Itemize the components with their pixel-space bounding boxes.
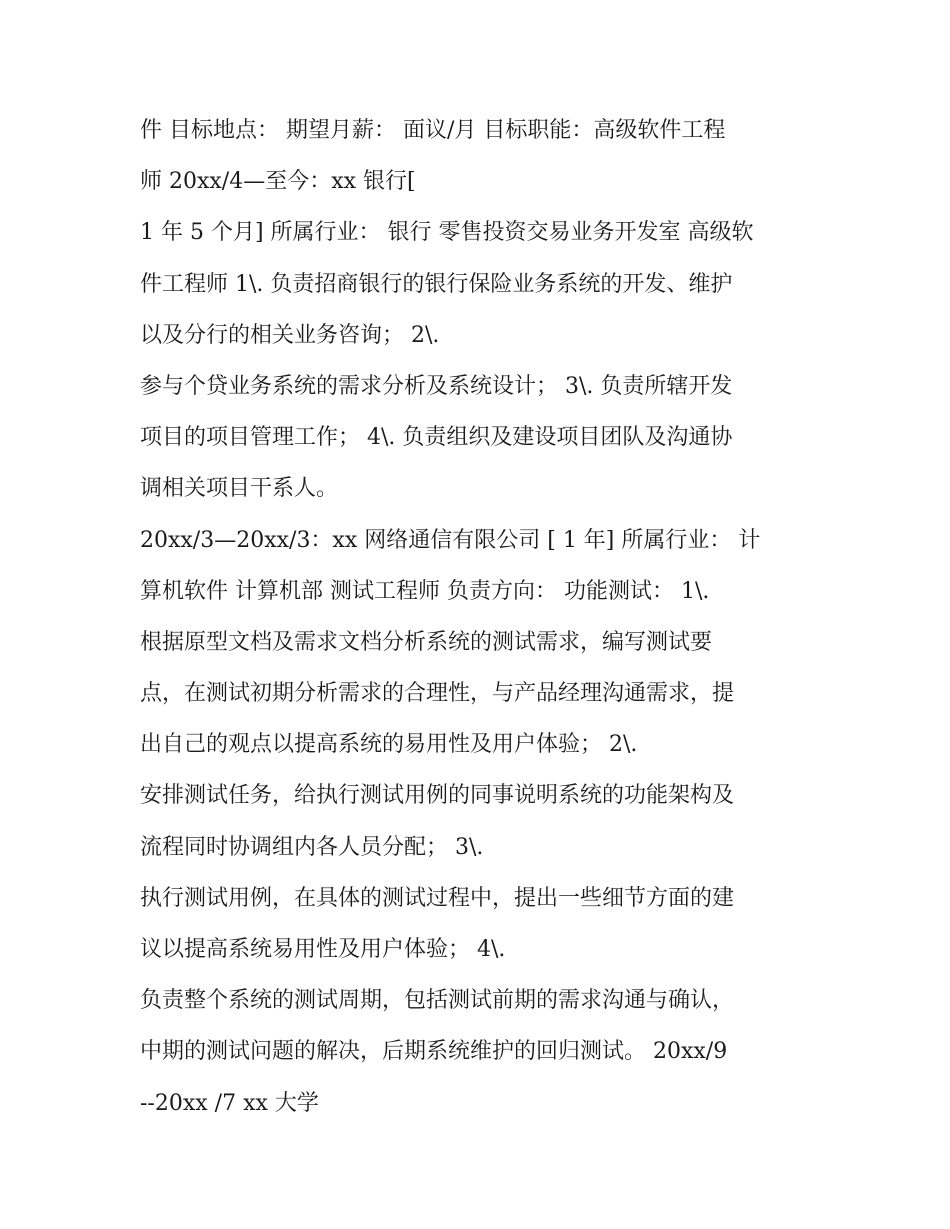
text-line: 1 年 5 个月] 所属行业： 银行 零售投资交易业务开发室 高级软 <box>140 220 754 246</box>
text-line: 以及分行的相关业务咨询； 2\. <box>140 322 440 348</box>
text-line: 中期的测试问题的解决，后期系统维护的回归测试。 20xx/9 <box>140 1039 728 1065</box>
resume-text-block <box>140 105 830 1129</box>
text-line: 件 目标地点： 期望月薪： 面议/月 目标职能：高级软件工程 <box>140 118 726 143</box>
text-line: 算机软件 计算机部 测试工程师 负责方向： 功能测试： 1\. <box>140 578 710 604</box>
text-line: 件工程师 1\. 负责招商银行的银行保险业务系统的开发、维护 <box>140 271 733 297</box>
text-line: 点，在测试初期分析需求的合理性，与产品经理沟通需求，提 <box>140 681 735 707</box>
text-line: 执行测试用例，在具体的测试过程中，提出一些细节方面的建 <box>140 885 735 911</box>
text-line: 议以提高系统易用性及用户体验； 4\. <box>140 937 506 962</box>
text-line: 流程同时协调组内各人员分配； 3\. <box>140 834 484 860</box>
text-line: 调相关项目干系人。 <box>140 476 339 502</box>
text-line: 安排测试任务，给执行测试用例的同事说明系统的功能架构及 <box>140 783 735 809</box>
text-line: 20xx/3—20xx/3：xx 网络通信有限公司 [ 1 年] 所属行业： 计 <box>140 527 761 553</box>
text-line: --20xx /7 xx 大学 <box>140 1090 319 1116</box>
text-line: 师 20xx/4—至今：xx 银行[ <box>140 169 416 195</box>
text-line: 项目的项目管理工作； 4\. 负责组织及建设项目团队及沟通协 <box>140 425 733 451</box>
text-line: 根据原型文档及需求文档分析系统的测试需求，编写测试要 <box>140 629 713 655</box>
text-line: 负责整个系统的测试周期，包括测试前期的需求沟通与确认， <box>140 988 735 1014</box>
text-line: 参与个贷业务系统的需求分析及系统设计； 3\. 负责所辖开发 <box>140 373 733 399</box>
text-line: 出自己的观点以提高系统的易用性及用户体验； 2\. <box>140 732 638 758</box>
